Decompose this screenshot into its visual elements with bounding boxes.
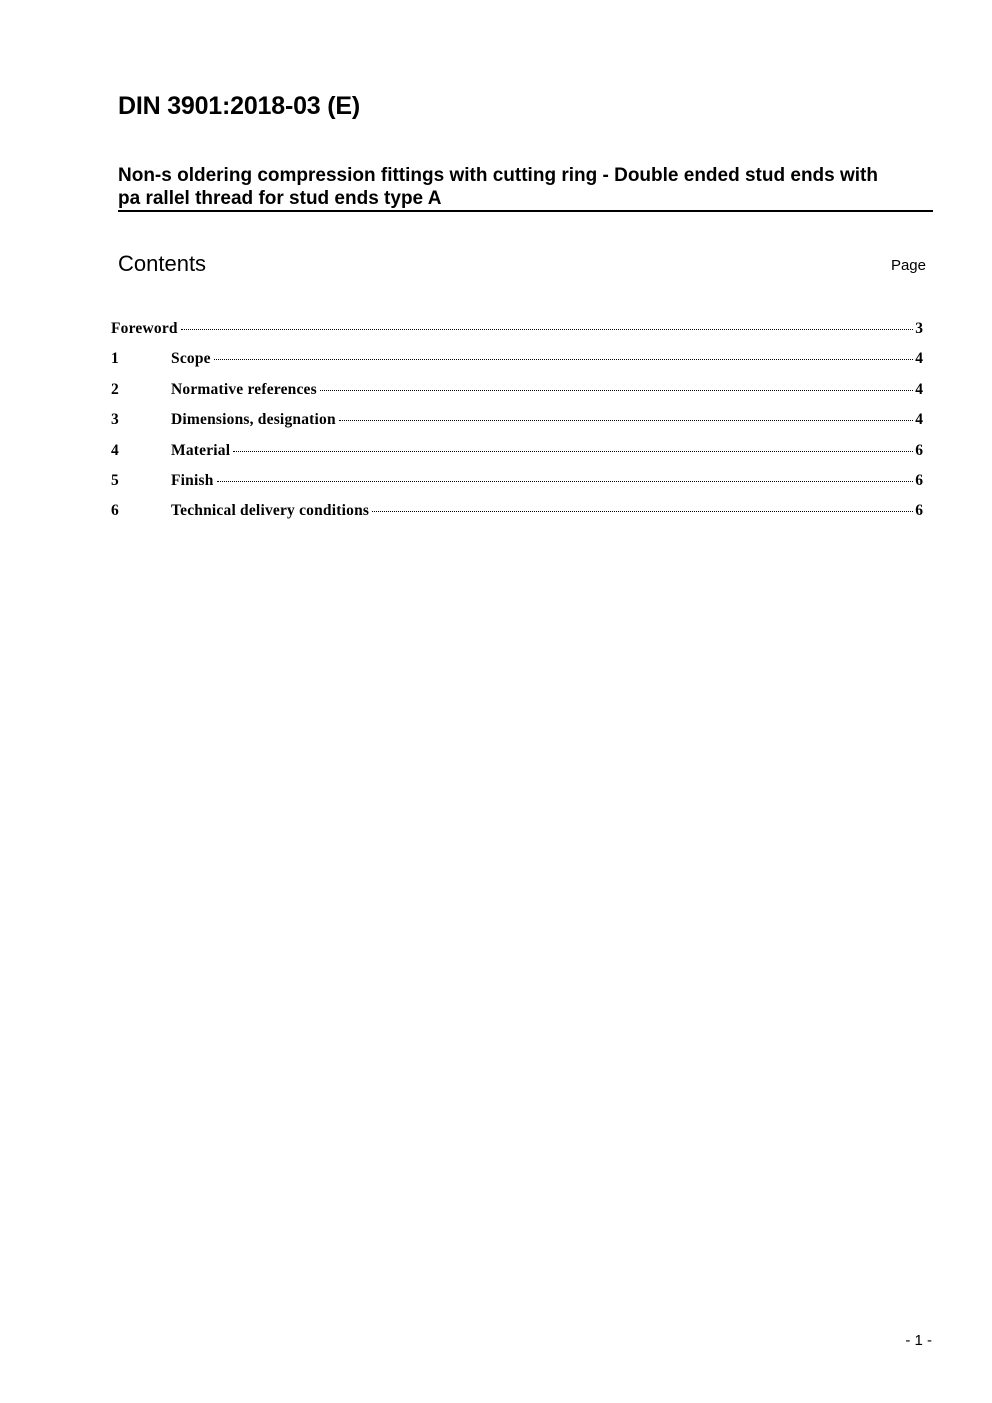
document-title-line-1: Non-s oldering compression fittings with cutting ring - Double ended stud ends with [118,165,878,186]
toc-entry-number: 3 [111,411,119,429]
toc-entry-text: Finish [171,471,214,489]
toc-entry-page: 3 [915,320,923,337]
toc-entry-number: 1 [111,350,119,368]
contents-heading: Contents [118,251,207,276]
toc-entry-number: 5 [111,471,119,489]
toc-dot-leader [217,481,914,482]
toc-entry-page: 4 [915,411,923,429]
page-number: - 1 - [905,1332,932,1349]
toc-entry-page: 4 [915,380,923,398]
toc-entry-text: Normative references [171,380,317,398]
toc-entry-number: 6 [111,502,119,520]
document-title [118,164,933,212]
toc-entry-number: 4 [111,441,119,459]
document-title-line-2: pa rallel thread for stud ends type A [118,188,442,209]
toc-entry-page: 6 [915,471,923,489]
toc-entry-normative-references[interactable] [111,381,923,411]
toc-entry-finish[interactable] [111,472,923,502]
toc-dot-leader [372,511,913,512]
toc-entry-text: Material [171,441,231,459]
page-column-label: Page [890,257,926,274]
toc-entry-page: 4 [915,350,923,368]
toc-entry-text: Dimensions, designation [171,411,336,429]
toc-entry-dimensions-designation[interactable] [111,411,923,441]
toc-dot-leader [233,451,913,452]
toc-entry-text: Foreword [111,320,178,337]
toc-entry-scope[interactable] [111,350,923,380]
toc-dot-leader [320,390,913,391]
document-id: DIN 3901:2018-03 (E) [118,92,360,120]
toc-entry-technical-delivery-conditions[interactable] [111,502,923,532]
toc-entry-text: Technical delivery conditions [171,502,370,520]
toc-dot-leader [214,359,914,360]
toc-entry-number: 2 [111,380,119,398]
toc-entry-material[interactable] [111,442,923,472]
toc-dot-leader [181,329,914,330]
table-of-contents [111,320,923,533]
toc-dot-leader [339,420,913,421]
toc-entry-foreword[interactable] [111,320,923,350]
toc-entry-page: 6 [915,441,923,459]
toc-entry-page: 6 [915,502,923,520]
toc-entry-text: Scope [171,350,211,368]
